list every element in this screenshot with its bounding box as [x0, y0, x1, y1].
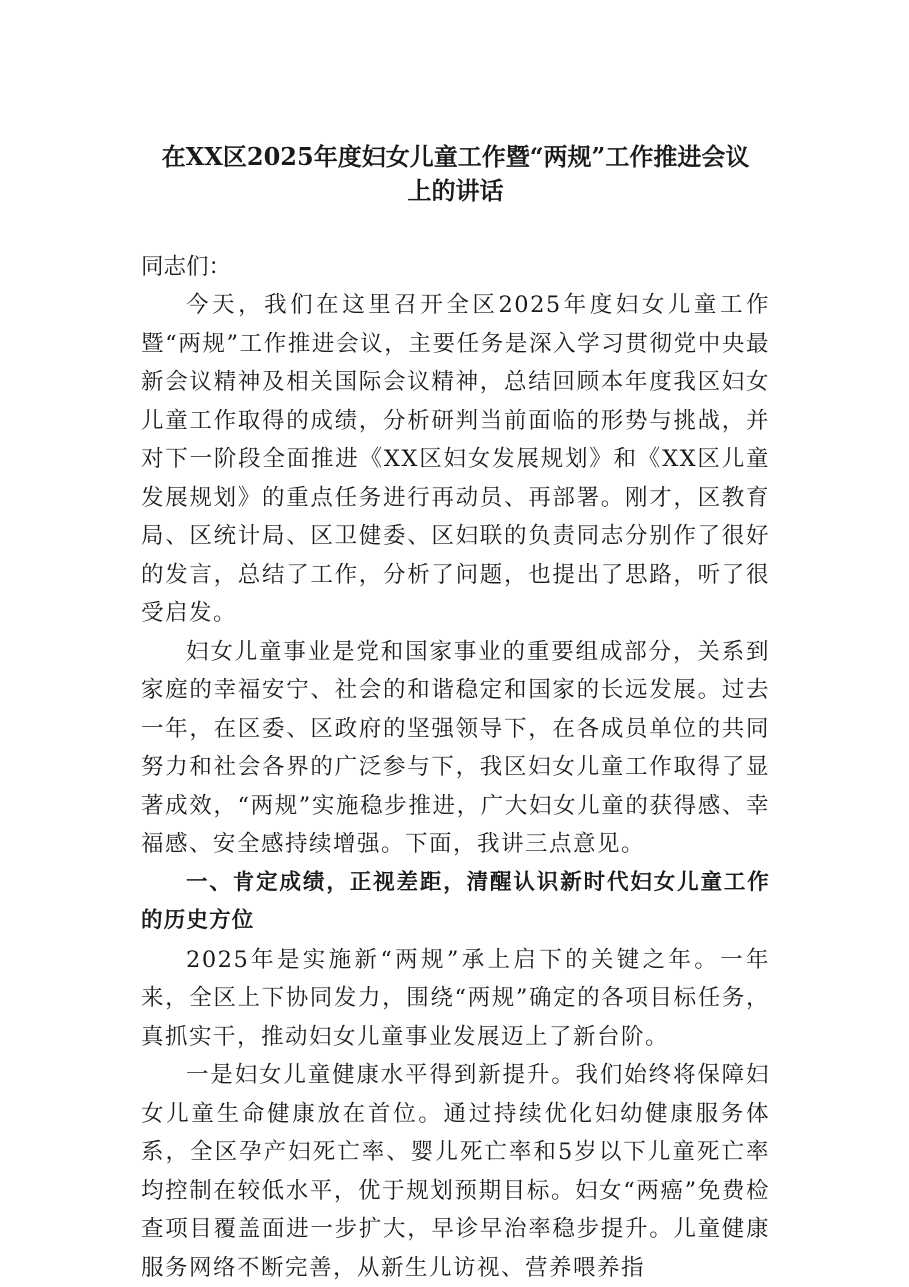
- title-line-2: 上的讲话: [407, 176, 504, 205]
- section-1-heading: 一、肯定成绩，正视差距，清醒认识新时代妇女儿童工作的历史方位: [141, 869, 770, 933]
- document-page: [141, 140, 770, 1287]
- title-line-1: 在XX区2025年度妇女儿童工作暨“两规”工作推进会议: [161, 142, 750, 171]
- paragraph-opening: 今天，我们在这里召开全区2025年度妇女儿童工作暨“两规”工作推进会议，主要任务是深入学习贯彻党中央最新会议精神及相关国际会议精神，总结回顾本年度我区妇女儿童工作取得的成绩，分析研判当前面临的形势与挑战，并对下一阶段全面推进《XX区妇女发展规划》和《XX区儿童发展规划》的重点任务进行再动员、再部署。刚才，区教育局、区统计局、区卫健委、区妇联的负责同志分别作了很好的发言，总结了工作，分析了问题，也提出了思路，听了很受启发。: [141, 292, 770, 626]
- salutation: 同志们：: [141, 254, 232, 280]
- paragraph-2025-overview: 2025年是实施新“两规”承上启下的关键之年。一年来，全区上下协同发力，围绕“两规”确定的各项目标任务，真抓实干，推动妇女儿童事业发展迈上了新台阶。: [141, 946, 770, 1050]
- document-title: [141, 140, 770, 208]
- paragraph-significance: 妇女儿童事业是党和国家事业的重要组成部分，关系到家庭的幸福安宁、社会的和谐稳定和国家的长远发展。过去一年，在区委、区政府的坚强领导下，在各成员单位的共同努力和社会各界的广泛参与下，我区妇女儿童工作取得了显著成效，“两规”实施稳步推进，广大妇女儿童的获得感、幸福感、安全感持续增强。下面，我讲三点意见。: [141, 638, 770, 857]
- paragraph-health: 一是妇女儿童健康水平得到新提升。我们始终将保障妇女儿童生命健康放在首位。通过持续优化妇幼健康服务体系，全区孕产妇死亡率、婴儿死亡率和5岁以下儿童死亡率均控制在较低水平，优于规划预期目标。妇女“两癌”免费检查项目覆盖面进一步扩大，早诊早治率稳步提升。儿童健康服务网络不断完善，从新生儿访视、营养喂养指: [141, 1062, 770, 1281]
